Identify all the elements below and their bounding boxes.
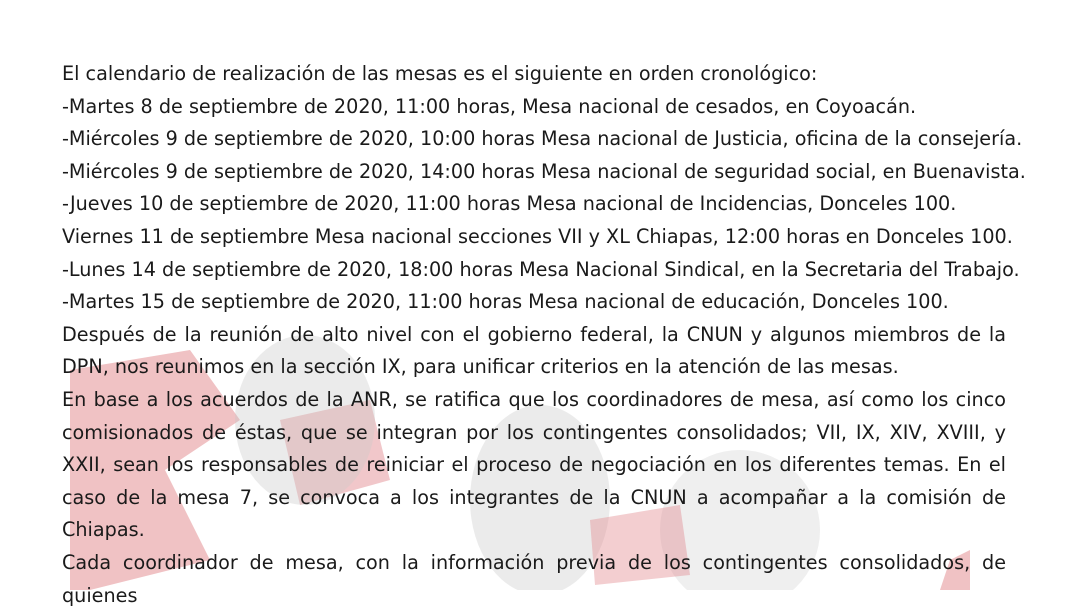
- schedule-item: -Martes 15 de septiembre de 2020, 11:00 horas Mesa nacional de educación, Donceles 100.: [62, 290, 949, 314]
- schedule-item: -Miércoles 9 de septiembre de 2020, 10:00 horas Mesa nacional de Justicia, oficina de la consejería.: [62, 127, 1023, 151]
- schedule-item: -Miércoles 9 de septiembre de 2020, 14:00 horas Mesa nacional de seguridad social, en Buenavista.: [62, 159, 1026, 183]
- schedule-item: Viernes 11 de septiembre Mesa nacional secciones VII y XL Chiapas, 12:00 horas en Donceles 100.: [62, 224, 1013, 248]
- schedule-item: -Jueves 10 de septiembre de 2020, 11:00 horas Mesa nacional de Incidencias, Donceles 100.: [62, 192, 957, 216]
- document-body: [62, 58, 1026, 612]
- schedule-item: -Martes 8 de septiembre de 2020, 11:00 horas, Mesa nacional de cesados, en Coyoacán.: [62, 94, 917, 118]
- schedule-item: -Lunes 14 de septiembre de 2020, 18:00 horas Mesa Nacional Sindical, en la Secretaria del Trabajo.: [62, 257, 1020, 281]
- schedule-list: [62, 91, 1026, 319]
- paragraph: Después de la reunión de alto nivel con el gobierno federal, la CNUN y algunos miembros de la DPN, nos reunimos en la sección IX, para unificar criterios en la atención de las mesas.: [62, 322, 1006, 379]
- paragraph: Cada coordinador de mesa, con la información previa de los contingentes consolidados, de quienes: [62, 550, 1006, 607]
- paragraph: En base a los acuerdos de la ANR, se ratifica que los coordinadores de mesa, así como los cinco comisionados de éstas, que se integran por los contingentes consolidados; VII, IX, XIV, XVIII, y XXII, sean los responsables de reiniciar el proceso de negociación en los diferentes temas. En el caso de la mesa 7, se convoca a los integrantes de la CNUN a acompañar a la comisión de Chiapas.: [62, 387, 1006, 542]
- schedule-intro: El calendario de realización de las mesas es el siguiente en orden cronológico:: [62, 62, 818, 85]
